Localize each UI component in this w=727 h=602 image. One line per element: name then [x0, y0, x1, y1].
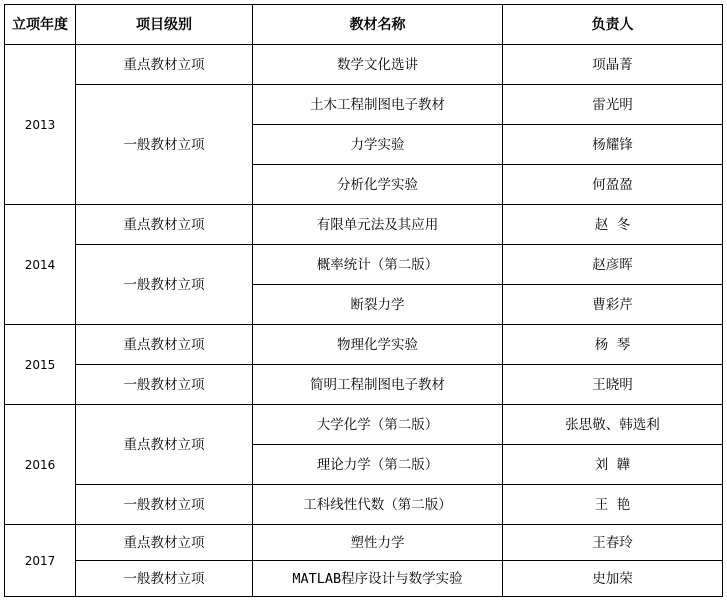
textbook-name-cell: 数学文化选讲 — [253, 45, 503, 85]
textbook-name-cell: 简明工程制图电子教材 — [253, 365, 503, 405]
level-cell: 一般教材立项 — [76, 365, 253, 405]
owner-cell: 赵彦晖 — [503, 245, 723, 285]
year-cell: 2013 — [5, 45, 76, 205]
textbook-name-cell: 断裂力学 — [253, 285, 503, 325]
level-cell: 一般教材立项 — [76, 485, 253, 525]
level-cell: 重点教材立项 — [76, 405, 253, 485]
level-cell: 一般教材立项 — [76, 561, 253, 597]
table-row — [5, 45, 723, 85]
textbook-projects-table — [4, 4, 723, 597]
textbook-name-cell: 力学实验 — [253, 125, 503, 165]
level-cell: 重点教材立项 — [76, 525, 253, 561]
table-row — [5, 245, 723, 285]
level-cell: 重点教材立项 — [76, 45, 253, 85]
year-cell: 2015 — [5, 325, 76, 405]
year-cell: 2017 — [5, 525, 76, 597]
level-cell: 重点教材立项 — [76, 325, 253, 365]
table-row — [5, 485, 723, 525]
textbook-name-cell: MATLAB程序设计与数学实验 — [253, 561, 503, 597]
owner-cell: 杨耀锋 — [503, 125, 723, 165]
level-cell: 重点教材立项 — [76, 205, 253, 245]
table-row — [5, 405, 723, 445]
owner-cell: 刘 韡 — [503, 445, 723, 485]
textbook-name-cell: 分析化学实验 — [253, 165, 503, 205]
level-cell: 一般教材立项 — [76, 85, 253, 205]
textbook-name-cell: 有限单元法及其应用 — [253, 205, 503, 245]
header-owner: 负责人 — [503, 5, 723, 45]
table-row — [5, 561, 723, 597]
year-cell: 2016 — [5, 405, 76, 525]
owner-cell: 杨 琴 — [503, 325, 723, 365]
textbook-name-cell: 塑性力学 — [253, 525, 503, 561]
header-row — [5, 5, 723, 45]
textbook-name-cell: 土木工程制图电子教材 — [253, 85, 503, 125]
header-year: 立项年度 — [5, 5, 76, 45]
textbook-name-cell: 物理化学实验 — [253, 325, 503, 365]
level-cell: 一般教材立项 — [76, 245, 253, 325]
owner-cell: 赵 冬 — [503, 205, 723, 245]
owner-cell: 王 艳 — [503, 485, 723, 525]
table-row — [5, 205, 723, 245]
textbook-name-cell: 理论力学（第二版） — [253, 445, 503, 485]
header-level: 项目级别 — [76, 5, 253, 45]
owner-cell: 项晶菁 — [503, 45, 723, 85]
owner-cell: 史加荣 — [503, 561, 723, 597]
textbook-name-cell: 概率统计（第二版） — [253, 245, 503, 285]
table-row — [5, 525, 723, 561]
textbook-name-cell: 工科线性代数（第二版） — [253, 485, 503, 525]
owner-cell: 张思敬、韩选利 — [503, 405, 723, 445]
table-row — [5, 365, 723, 405]
owner-cell: 雷光明 — [503, 85, 723, 125]
year-cell: 2014 — [5, 205, 76, 325]
textbook-name-cell: 大学化学（第二版） — [253, 405, 503, 445]
table-row — [5, 85, 723, 125]
table-row — [5, 325, 723, 365]
owner-cell: 王晓明 — [503, 365, 723, 405]
header-textbook-name: 教材名称 — [253, 5, 503, 45]
owner-cell: 曹彩芹 — [503, 285, 723, 325]
owner-cell: 王春玲 — [503, 525, 723, 561]
owner-cell: 何盈盈 — [503, 165, 723, 205]
